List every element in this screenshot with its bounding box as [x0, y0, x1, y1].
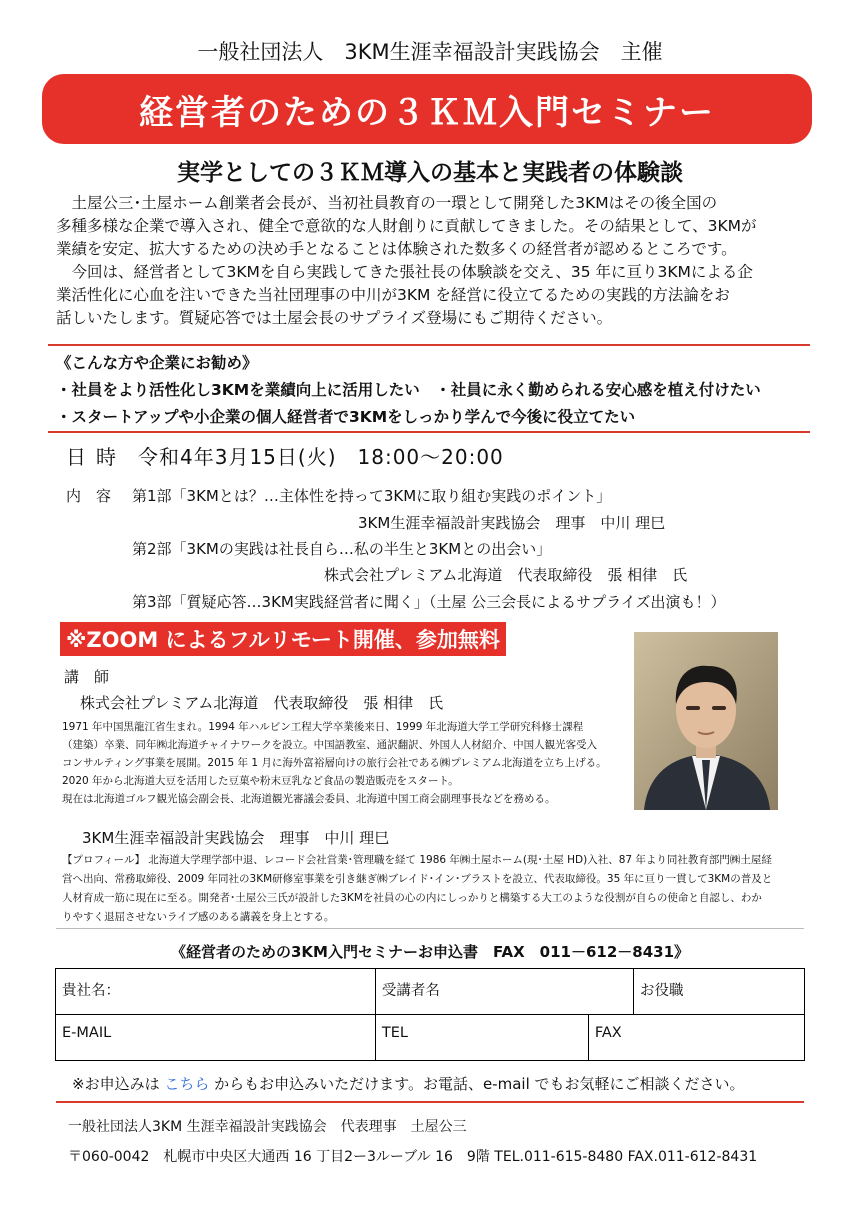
program-part-1: 第1部「3KMとは？…主体性を持って3KMに取り組む実践のポイント」 — [132, 487, 612, 505]
attendee-label: 受講者名 — [381, 983, 440, 999]
position-field[interactable] — [634, 969, 805, 1015]
datetime-value: 令和4年3月15日(火) 18:00～20:00 — [138, 445, 504, 469]
application-form-title: 《経営者のための3KM入門セミナーお申込書 FAX 011－612－8431》 — [170, 943, 690, 961]
position-label: お役職 — [640, 983, 684, 999]
footer-address: 〒060-0042 札幌市中央区大通西 16 丁目2ー3ルーブル 16 9階 TEL.011-615-8480 FAX.011-612-8431 — [68, 1149, 758, 1165]
zoom-notice: ※ZOOM によるフルリモート開催、参加無料 — [60, 622, 506, 656]
note-suffix: からもお申込みいただけます。お電話、e-mail でもお気軽にご相談ください。 — [214, 1075, 745, 1093]
divider-line — [48, 344, 810, 346]
bio-line: 2020 年から北海道大豆を活用した豆菓や粉末豆乳など食品の製造販売をスタート。 — [62, 775, 459, 787]
program-part-3: 第3部「質疑応答…3KM実践経営者に聞く」（土屋 公三会長によるサプライズ出演も！） — [132, 593, 726, 611]
page-title-banner — [42, 74, 812, 144]
intro-line: 今回は、経営者として3KMを自ら実践してきた張社長の体験談を交え、35 年に亘り3KMによる企 — [71, 263, 753, 281]
bio-line: 人材育成一筋に現在に至る。開発者･土屋公三氏が設計した3KMを社員の心の内にしっかりと構築する大工のような役割が自らの使命と自認し、わか — [62, 892, 762, 904]
recommend-section — [56, 350, 761, 431]
program-speaker-1: 3KM生涯幸福設計実践協会 理事 中川 理巳 — [358, 514, 666, 532]
email-label: E-MAIL — [62, 1025, 112, 1041]
company-field[interactable] — [56, 969, 376, 1015]
lecturer-photo — [634, 632, 778, 810]
attendee-field[interactable] — [375, 969, 633, 1015]
event-datetime — [66, 441, 504, 470]
fax-label: FAX — [594, 1025, 622, 1041]
intro-line: 業績を安定、拡大するための決め手となることは体験された数多くの経営者が認めるところです。 — [56, 240, 737, 258]
portrait-image — [634, 632, 778, 810]
lecturer-1-name: 株式会社プレミアム北海道 代表取締役 張 相律 氏 — [80, 694, 444, 712]
bio-line: （建築）卒業、同年㈱北海道チャイナワークを設立。中国語教室、通訳翻訳、外国人人材紹介、中国人観光客受入 — [62, 739, 598, 751]
bio-line: 1971 年中国黒龍江省生まれ。1994 年ハルビン工程大学卒業後来日、1999 年北海道大学工学研究科修士課程 — [62, 721, 584, 733]
page-subtitle: 実学としての３ＫＭ導入の基本と実践者の体験談 — [177, 160, 683, 186]
divider-line — [56, 1101, 804, 1103]
content-label: 内 容 — [66, 487, 112, 505]
datetime-label: 日時 — [66, 445, 126, 469]
tel-label: TEL — [381, 1025, 408, 1041]
application-note — [72, 1073, 745, 1094]
email-field[interactable] — [56, 1015, 376, 1061]
company-label: 貴社名： — [62, 983, 120, 999]
apply-link[interactable]: こちら — [164, 1075, 210, 1093]
lecturer-2-name: 3KM生涯幸福設計実践協会 理事 中川 理巳 — [82, 829, 390, 847]
bio-line: 営へ出向、常務取締役、2009 年同社の3KM研修室事業を引き継ぎ㈱ブレイド･イン･ブラストを設立、代表取締役。35 年に亘り一貫して3KMの普及と — [62, 873, 773, 885]
bio-line: コンサルティング事業を展開。2015 年 1 月に海外富裕層向けの旅行会社である㈱プレミアム北海道を立ち上げる。 — [62, 757, 607, 769]
program-part-2: 第2部「3KMの実践は社長自ら…私の半生と3KMとの出会い」 — [132, 540, 552, 558]
intro-line: 土屋公三･土屋ホーム創業者会長が、当初社員教育の一環として開発した3KMはその後全国の — [71, 194, 718, 212]
bio-line: りやすく退屈させないライブ感のある講義を身上とする。 — [62, 911, 335, 923]
program-speaker-2: 株式会社プレミアム北海道 代表取締役 張 相律 氏 — [324, 566, 688, 584]
lecturer-2-bio — [62, 851, 804, 927]
bio-line: 【プロフィール】 北海道大学理学部中退、レコード会社営業･管理職を経て 1986 年㈱土屋ホーム(現･土屋 HD)入社、87 年より同社教育部門㈱土屋経 — [62, 854, 772, 866]
tel-field[interactable] — [375, 1015, 588, 1061]
lecturer-heading: 講 師 — [64, 668, 110, 686]
organizer-line: 一般社団法人 3KM生涯幸福設計実践協会 主催 — [197, 40, 663, 64]
bio-line: 現在は北海道ゴルフ観光協会副会長、北海道観光審議会委員、北海道中国工商会副理事長などを務める。 — [62, 793, 556, 805]
lecturer-1-bio — [62, 718, 632, 808]
application-form — [55, 968, 805, 1061]
recommend-line: ・スタートアップや小企業の個人経営者で3KMをしっかり学んで今後に役立てたい — [56, 408, 636, 426]
page-title: 経営者のための３ＫＭ入門セミナー — [139, 92, 715, 133]
intro-line: 業活性化に心血を注いできた当社団理事の中川が3KM を経営に役立てるための実践的方法論をお — [56, 286, 730, 304]
divider-line — [48, 431, 810, 433]
intro-line: 話しいたします。質疑応答では土屋会長のサプライズ登場にもご期待ください。 — [56, 309, 613, 327]
recommend-line: ・社員をより活性化し3KMを業績向上に活用したい ・社員に永く勤められる安心感を植え付けたい — [56, 381, 761, 399]
divider-line — [56, 928, 804, 929]
intro-line: 多種多様な企業で導入され、健全で意欲的な人財創りに貢献してきました。その結果として、3KMが — [56, 217, 757, 235]
recommend-heading: 《こんな方や企業にお勧め》 — [56, 354, 258, 372]
fax-field[interactable] — [588, 1015, 804, 1061]
intro-text — [56, 192, 816, 330]
footer-organization: 一般社団法人3KM 生涯幸福設計実践協会 代表理事 土屋公三 — [68, 1119, 467, 1135]
note-prefix: ※お申込みは — [72, 1075, 160, 1093]
